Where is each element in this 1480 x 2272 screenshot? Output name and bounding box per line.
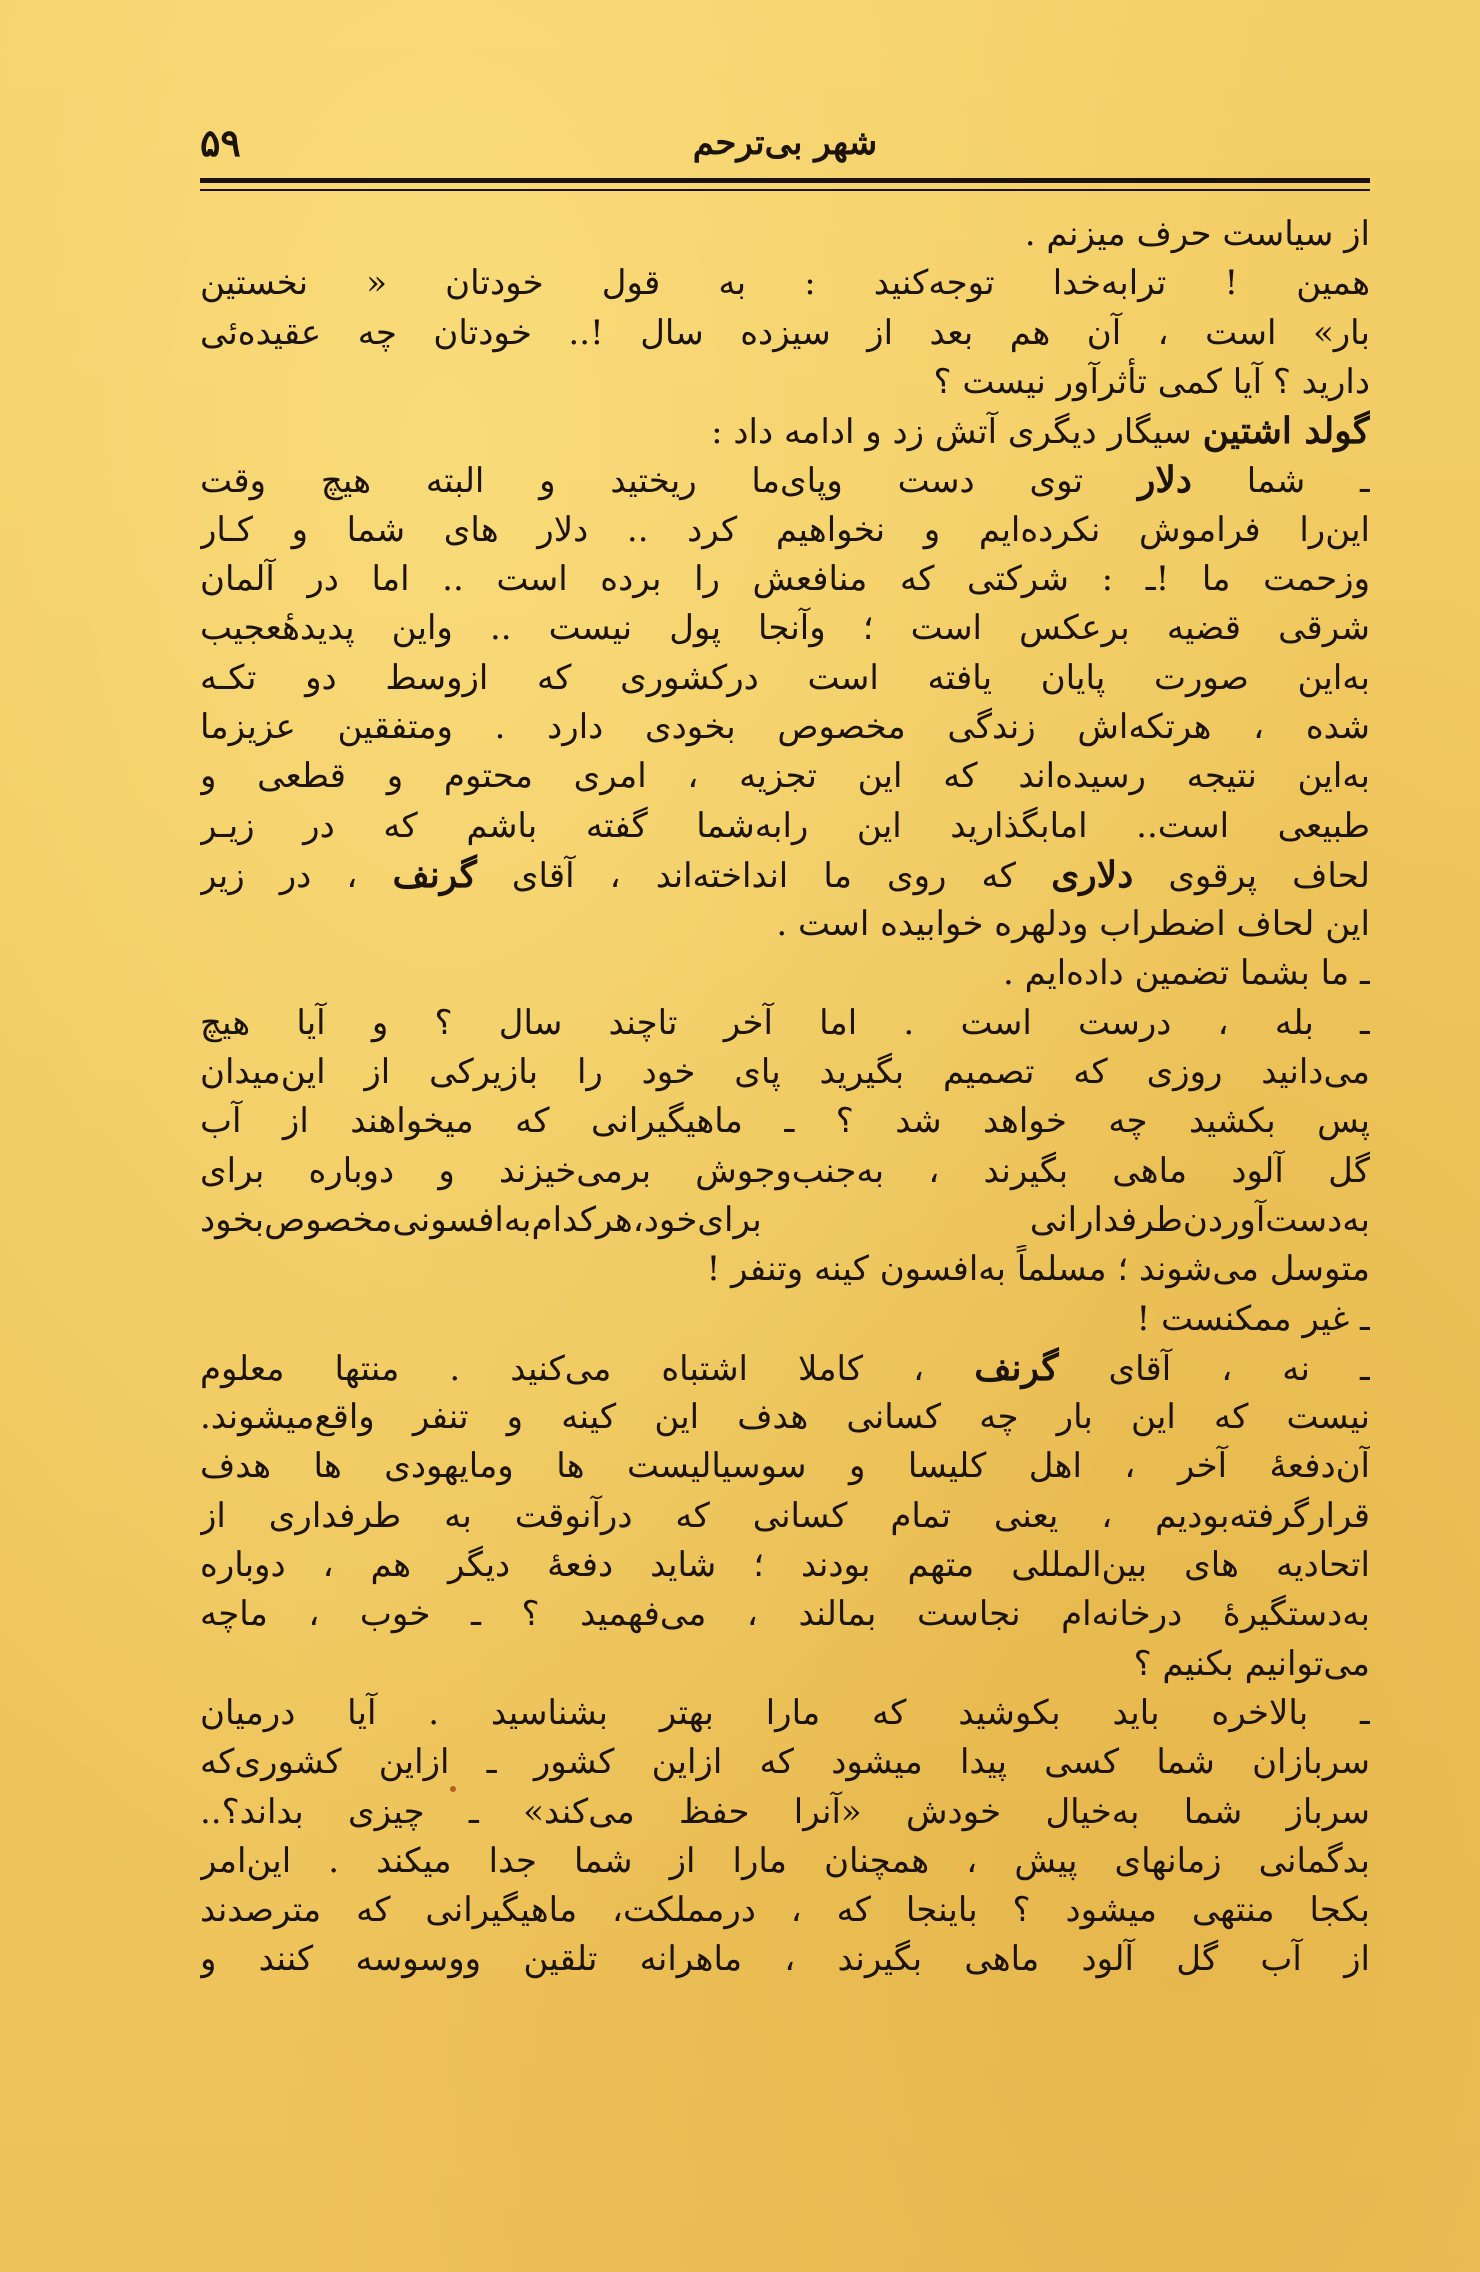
text-line: نیست که این بار چه کسانی هدف این کینه و تنفر واقع‌میشوند. — [200, 1397, 1370, 1438]
text-line: وزحمت ما !ـ : شرکتی که منافعش را برده است .. اما در آلمان — [200, 559, 1370, 600]
text-line: سرباز شما به‌خیال خودش «آنرا حفظ می‌کند» ـ چیزی بداند؟.. — [200, 1791, 1370, 1832]
text-segment: توی دست وپای‌ما ریختید و البته هیچ وقت — [200, 461, 1138, 502]
header-rule-thin — [200, 189, 1370, 191]
text-line: متوسل می‌شوند ؛ مسلماً به‌افسون کینه وتنفر ! — [706, 1249, 1370, 1290]
text-line: آن‌دفعهٔ آخر ، اهل کلیسا و سوسیالیست ها ومایهودی ها هدف — [200, 1446, 1370, 1487]
page-header — [200, 118, 1370, 178]
text-segment: لحاف پرقوی — [1133, 855, 1370, 896]
text-line: گل آلود ماهی بگیرند ، به‌جنب‌وجوش برمی‌خیزند و دوباره برای — [200, 1150, 1370, 1191]
bold-name: گرنف — [974, 1346, 1059, 1389]
page-number: ۵۹ — [200, 120, 241, 165]
text-segment: ، در زیر — [200, 855, 393, 896]
text-line: ـ بالاخره باید بکوشید که مارا بهتر بشناسید . آیا درمیان — [200, 1692, 1370, 1733]
text-line — [200, 851, 1370, 900]
text-line: سربازان شما کسی پیدا میشود که ازاین کشور ـ ازاین کشوری‌که — [200, 1742, 1370, 1783]
header-rule-thick — [200, 178, 1370, 183]
text-line: پس بکشید چه خواهد شد ؟ ـ ماهیگیرانی که میخواهند از آب — [200, 1101, 1370, 1142]
text-line: طبیعی است.. امابگذارید این رابه‌شما گفته باشم که در زیـر — [200, 805, 1370, 846]
bold-name: گرنف — [392, 853, 477, 896]
text-line: به‌این صورت پایان یافته است درکشوری که ازوسط دو تکـه — [200, 657, 1370, 698]
text-line: به‌دست‌آوردن‌طرفدارانی برای‌خود،هرکدام‌به‌افسونی‌مخصوص‌بخود — [200, 1199, 1370, 1240]
bold-name: گولد اشتین — [1202, 410, 1370, 453]
text-line: بکجا منتهی میشود ؟ باینجا که ، درمملکت، ماهیگیرانی که مترصدند — [200, 1890, 1370, 1931]
text-line — [200, 407, 1370, 456]
text-line: می‌دانید روزی که تصمیم بگیرید پای خود را بازیرکی از این‌میدان — [200, 1052, 1370, 1093]
text-line: شرقی قضیه برعکس است ؛ وآنجا پول نیست .. واین پدیدهٔعجیب — [200, 608, 1370, 649]
text-line: ـ غیر ممکنست ! — [1136, 1298, 1370, 1339]
text-line: قرارگرفته‌بودیم ، یعنی تمام کسانی که درآنوقت به طرفداری از — [200, 1495, 1370, 1536]
text-line — [200, 456, 1370, 505]
text-line: ـ بله ، درست است . اما آخر تاچند سال ؟ و آیا هیچ — [200, 1002, 1370, 1043]
text-line: اتحادیه های بین‌المللی متهم بودند ؛ شاید دفعهٔ دیگر هم ، دوباره — [200, 1545, 1370, 1586]
text-line: به‌این نتیجه رسیده‌اند که این تجزیه ، امری محتوم و قطعی و — [200, 756, 1370, 797]
text-line: دارید ؟ آیا کمی تأثرآور نیست ؟ — [933, 361, 1370, 402]
text-line: بار» است ، آن هم بعد از سیزده سال !.. خودتان چه عقیده‌ئی — [200, 312, 1370, 353]
body-text — [200, 210, 1370, 1985]
text-segment: سیگار دیگری آتش زد و ادامه داد : — [711, 412, 1203, 453]
text-line: از آب گل آلود ماهی بگیرند ، ماهرانه تلقین ووسوسه کنند و — [200, 1939, 1370, 1980]
text-line: همین ! ترابه‌خدا توجه‌کنید : به قول خودتان « نخستین — [200, 263, 1370, 304]
text-line: به‌دستگیرهٔ درخانه‌ام نجاست بمالند ، می‌فهمید ؟ ـ خوب ، ماچه — [200, 1594, 1370, 1635]
bold-name: دلاری — [1051, 853, 1134, 896]
text-segment: ـ نه ، آقای — [1058, 1348, 1370, 1389]
text-line: شده ، هرتکه‌اش زندگی مخصوص بخودی دارد . ومتفقین عزیزما — [200, 706, 1370, 747]
text-line: می‌توانیم بکنیم ؟ — [1133, 1643, 1370, 1684]
text-line: این لحاف اضطراب ودلهره خوابیده است . — [776, 904, 1370, 945]
text-line — [200, 1344, 1370, 1393]
text-line: بدگمانی زمانهای پیش ، همچنان مارا از شما جدا میکند . این‌امر — [200, 1840, 1370, 1881]
paper-speck — [450, 1786, 456, 1792]
text-segment: ، کاملا اشتباه می‌کنید . منتها معلوم — [200, 1348, 975, 1389]
text-line: از سیاست حرف میزنم . — [1024, 214, 1370, 254]
text-segment: که روی ما انداخته‌اند ، آقای — [476, 855, 1052, 896]
text-line: این‌را فراموش نکرده‌ایم و نخواهیم کرد .. دلار های شما و کـار — [200, 509, 1370, 550]
running-title: شهر بی‌ترحم — [692, 123, 878, 163]
bold-name: دلار — [1137, 459, 1192, 502]
text-segment: ـ شما — [1191, 461, 1370, 502]
text-line: ـ ما بشما تضمین داده‌ایم . — [1002, 953, 1370, 994]
